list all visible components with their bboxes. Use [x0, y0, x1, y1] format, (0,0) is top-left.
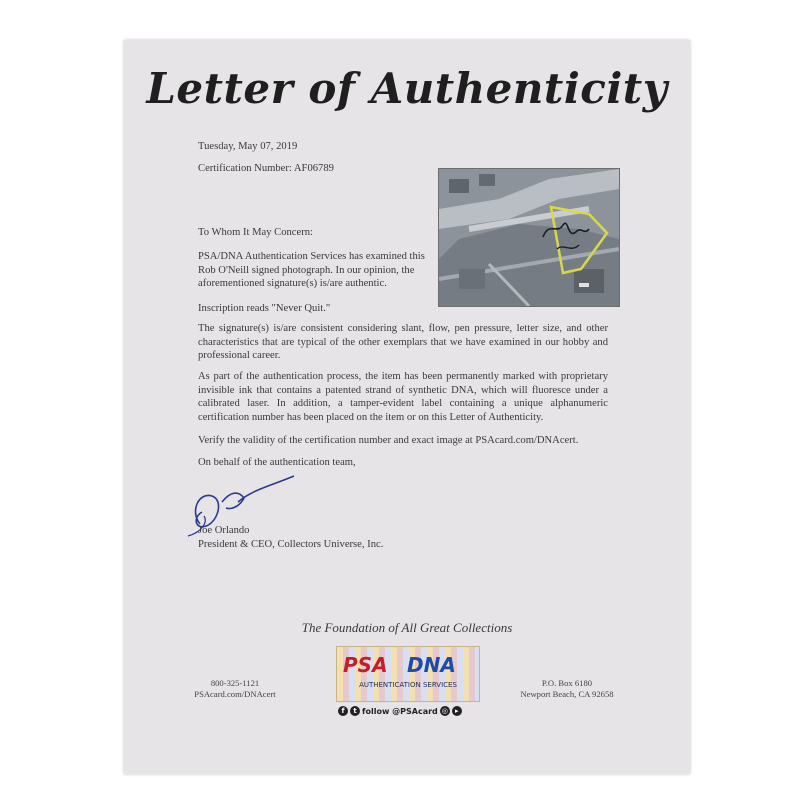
- footer-tagline: The Foundation of All Great Collections: [301, 620, 513, 635]
- salutation: To Whom It May Concern:: [198, 227, 313, 238]
- aerial-photo-image: [439, 169, 619, 306]
- certification-number: Certification Number: AF06789: [198, 163, 334, 174]
- footer-city: Newport Beach, CA 92658: [520, 689, 614, 699]
- footer-contact-right: [502, 678, 632, 700]
- verify-paragraph: Verify the validity of the certification number and exact image at PSAcard.com/DNAcert.: [198, 435, 579, 446]
- closing-line: On behalf of the authentication team,: [198, 457, 356, 468]
- signer-name: Joe Orlando: [198, 525, 250, 536]
- process-paragraph: As part of the authentication process, the item has been permanently marked with proprietary invisible ink that contains a patented strand of synthetic DNA, which will fluoresce under a calibrated laser. In addition, a tamper-evident label containing a unique alphanumeric certification number has been placed on the item or on this Letter of Authenticity.: [198, 371, 608, 423]
- youtube-icon: ▸: [452, 706, 462, 716]
- social-row: [338, 704, 478, 718]
- facebook-icon: f: [338, 706, 348, 716]
- inscription-paragraph: Inscription reads "Never Quit.": [198, 303, 331, 314]
- footer-site: PSAcard.com/DNAcert: [194, 689, 276, 699]
- social-handle: follow @PSAcard: [362, 706, 438, 716]
- page-title: Letter of Authenticity: [146, 64, 668, 113]
- footer-phone: 800-325-1121: [210, 678, 260, 688]
- examination-paragraph: PSA/DNA Authentication Services has examined this Rob O'Neill signed photograph. In our opinion, the aforementioned signature(s) is/are authentic.: [198, 251, 425, 290]
- twitter-icon: t: [350, 706, 360, 716]
- signed-photograph: [438, 168, 620, 307]
- instagram-icon: ◎: [441, 707, 448, 715]
- footer-po-box: P.O. Box 6180: [541, 678, 593, 688]
- logo-dna-text: DNA: [407, 653, 456, 677]
- footer-contact-left: [190, 678, 280, 700]
- psa-dna-logo: [336, 646, 480, 702]
- letter-page: [124, 40, 690, 774]
- signer-title: President & CEO, Collectors Universe, Inc.: [198, 539, 384, 550]
- logo-psa-text: PSA: [343, 653, 388, 677]
- letter-date: Tuesday, May 07, 2019: [198, 141, 298, 152]
- logo-subtitle: AUTHENTICATION SERVICES: [359, 681, 457, 689]
- consistency-paragraph: The signature(s) is/are consistent considering slant, flow, pen pressure, letter size, and other characteristics that are typical of the other exemplars that we have examined in our hobby and professional career.: [198, 323, 608, 362]
